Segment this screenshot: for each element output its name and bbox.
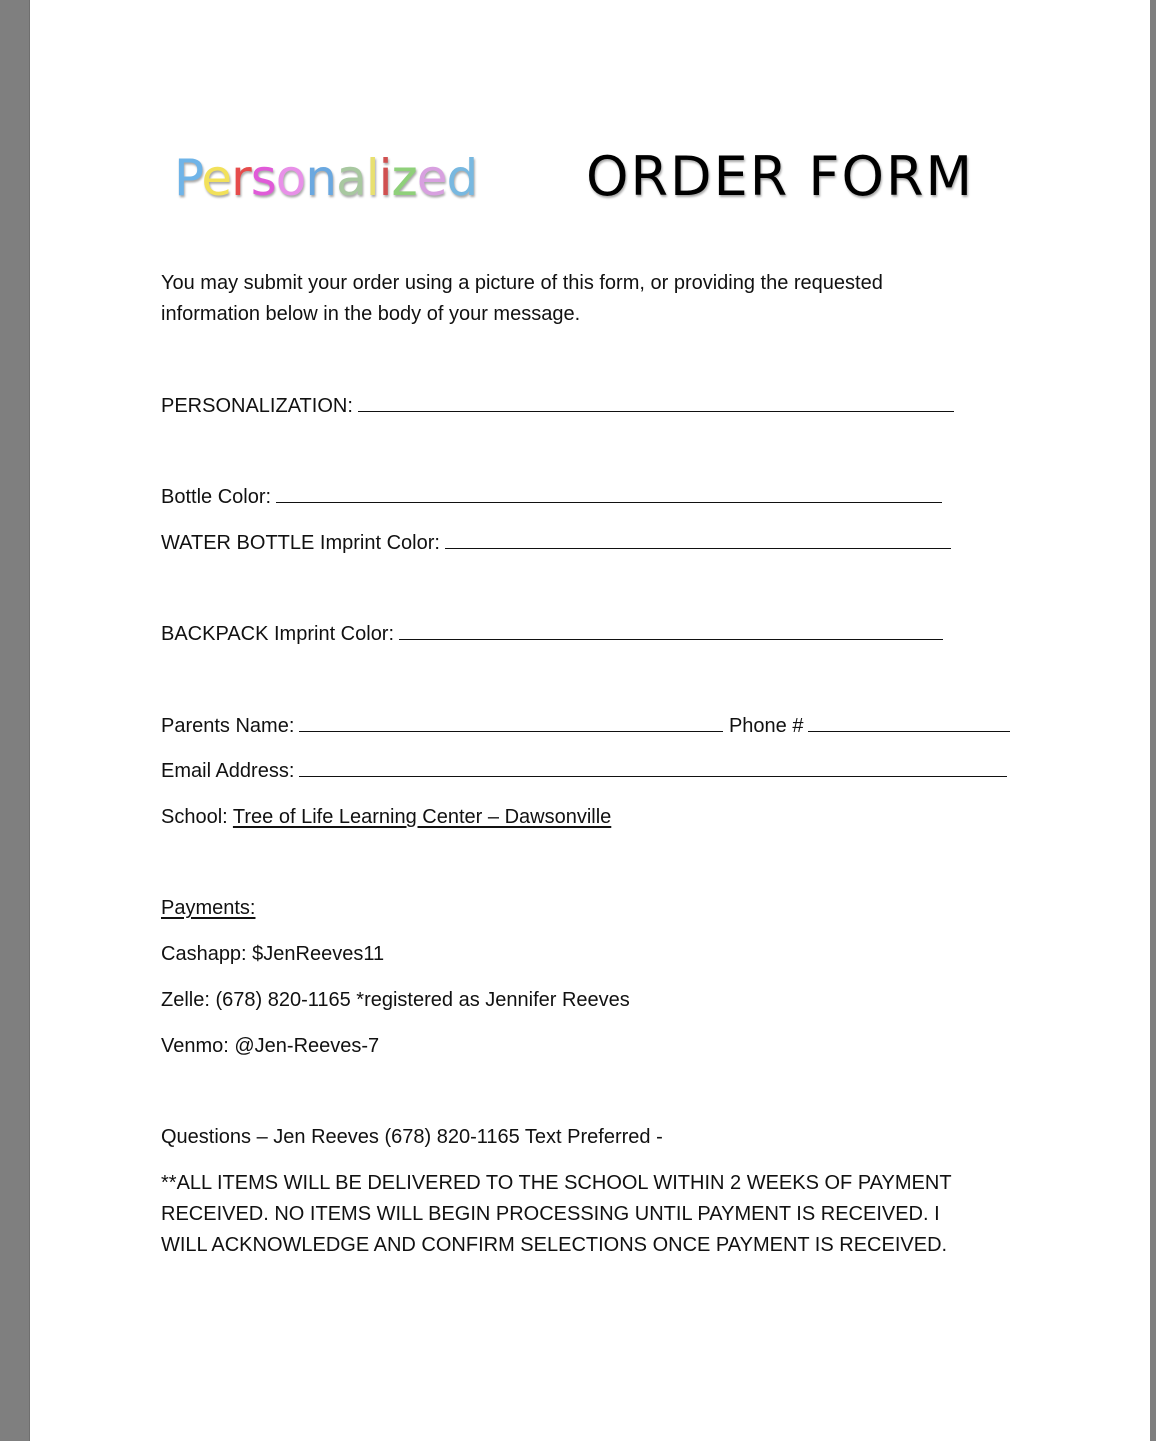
bottle-color-label: Bottle Color: [161,486,272,508]
backpack-imprint-label: BACKPACK Imprint Color: [161,623,395,645]
phone-label: Phone # [728,715,804,737]
parents-name-blank[interactable] [299,711,723,732]
title-letter: r [231,149,251,207]
school-row [161,802,611,833]
school-value: Tree of Life Learning Center – Dawsonville [232,806,612,828]
title-letter: e [416,149,447,207]
title-letter: a [336,149,366,207]
personalization-blank[interactable] [358,391,954,412]
title-order-form: ORDER FORM [586,145,975,208]
bottle-color-row [161,482,942,513]
title-letter: z [391,149,417,207]
water-bottle-imprint-blank[interactable] [445,528,951,549]
title-letter: n [305,149,337,207]
backpack-imprint-row [161,619,943,650]
page-title [0,138,1156,228]
delivery-notice: **ALL ITEMS WILL BE DELIVERED TO THE SCHOOL WITHIN 2 WEEKS OF PAYMENT RECEIVED. NO ITEMS WILL BEGIN PROCESSING UNTIL PAYMENT IS RECEIVED. I WILL ACKNOWLEDGE AND CONFIRM SELECTIONS ONCE PAYMENT IS RECEIVED. [161,1172,952,1256]
personalization-label: PERSONALIZATION: [161,395,353,417]
cashapp-line: Cashapp: $JenReeves11 [161,943,385,965]
bottle-color-blank[interactable] [276,482,942,503]
email-blank[interactable] [299,756,1007,777]
email-label: Email Address: [161,760,295,782]
backpack-imprint-blank[interactable] [399,619,943,640]
phone-blank[interactable] [808,711,1010,732]
title-letter: e [201,149,232,207]
title-letter: l [365,149,379,207]
intro-text: You may submit your order using a picture of this form, or providing the requested information below in the body of your message. [161,272,883,325]
title-letter: d [446,149,478,207]
email-row [161,756,1007,787]
water-bottle-imprint-row [161,528,951,559]
school-label: School: [161,806,228,828]
title-personalized [174,150,477,206]
water-bottle-imprint-label: WATER BOTTLE Imprint Color: [161,532,440,554]
zelle-line: Zelle: (678) 820-1165 *registered as Jennifer Reeves [161,989,630,1011]
venmo-line: Venmo: @Jen-Reeves-7 [161,1035,380,1057]
title-letter: o [275,149,306,207]
parents-name-label: Parents Name: [161,715,295,737]
questions-line: Questions – Jen Reeves (678) 820-1165 Text Preferred - [161,1126,663,1148]
personalization-row [161,391,954,422]
title-letter: P [174,149,202,207]
payments-heading: Payments: [161,897,256,919]
title-letter: s [250,149,276,207]
title-letter: i [378,149,392,207]
parents-phone-row [161,711,1010,742]
